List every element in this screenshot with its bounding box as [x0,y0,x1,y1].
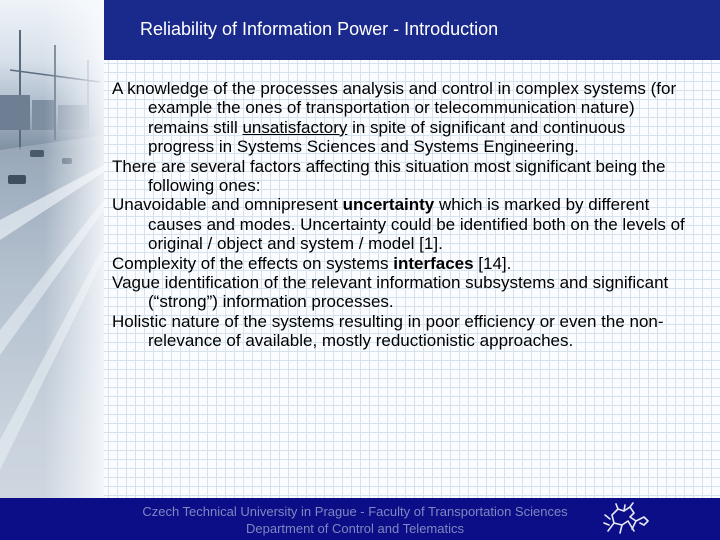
slide-title: Reliability of Information Power - Introduction [140,19,499,39]
paragraph-uncertainty: Unavoidable and omnipresent uncertainty which is marked by different causes and modes. Uncertainty could be identified both on the levels of original / object and system / model [1]. [112,195,685,254]
lion-emblem-icon [600,501,652,537]
footer-line-1: Czech Technical University in Prague - Faculty of Transportation Sciences [142,504,568,519]
paragraph-complexity: Complexity of the effects on systems interfaces [14]. [112,253,512,273]
slide-body [112,79,694,351]
paragraph-holistic: Holistic nature of the systems resulting in poor efficiency or even the non-relevance of available, mostly reductionistic approaches. [112,311,664,351]
footer [0,498,720,540]
bold-term-interfaces: interfaces [393,253,474,273]
underlined-term: unsatisfactory [242,117,348,137]
paragraph-intro: A knowledge of the processes analysis and control in complex systems (for example the ones of transportation or telecommunication nature) remains still unsatisfactory in spite of significant and continuous progress in Systems Sciences and Systems Engineering. [112,79,677,157]
footer-line-2: Department of Control and Telematics [246,521,464,536]
bold-term-uncertainty: uncertainty [342,195,435,215]
paragraph-factors: There are several factors affecting this situation most significant being the following ones: [112,156,666,196]
footer-text [110,503,600,537]
highway-photo [0,0,104,498]
title-bar [104,0,720,60]
paragraph-vague: Vague identification of the relevant information subsystems and significant (“strong”) information processes. [112,273,669,312]
